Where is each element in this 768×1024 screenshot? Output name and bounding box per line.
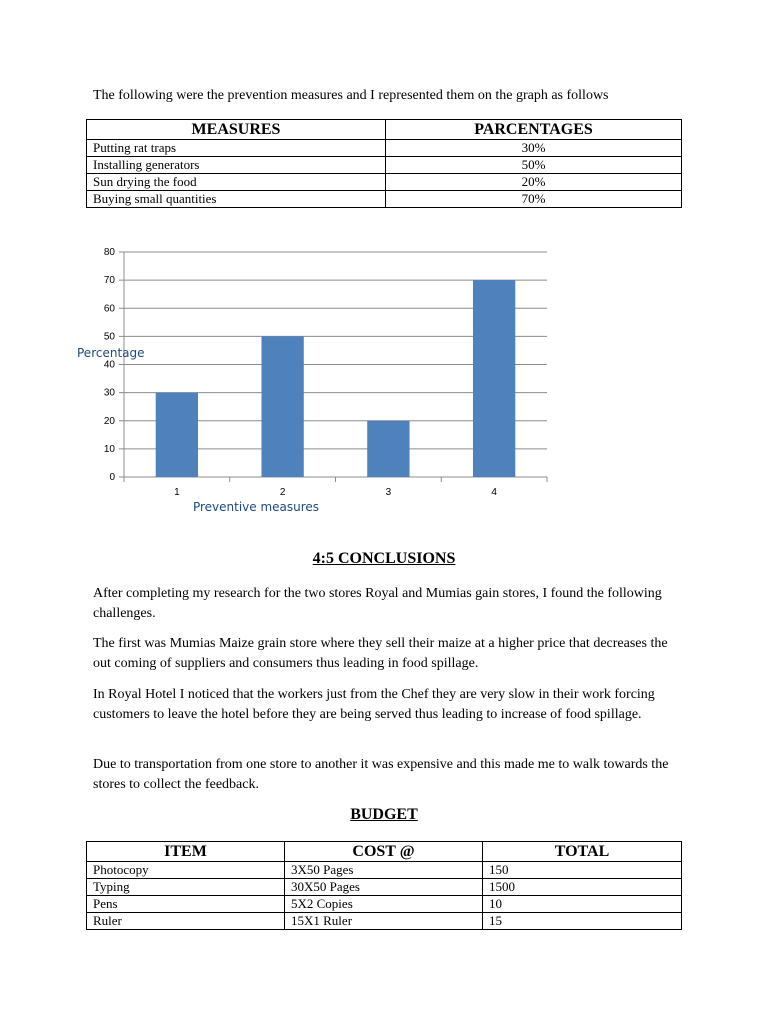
percentage-cell: 30% [386, 140, 682, 157]
measure-cell: Buying small quantities [87, 191, 386, 208]
table-row [87, 896, 682, 913]
y-tick-label: 30 [103, 387, 115, 399]
table-row [87, 174, 682, 191]
y-tick-label: 10 [103, 443, 115, 455]
bar [261, 336, 303, 477]
item-cell: Typing [87, 879, 285, 896]
y-tick-label: 20 [103, 415, 115, 427]
budget-table [86, 841, 682, 930]
item-cell: Photocopy [87, 862, 285, 879]
total-cell: 150 [483, 862, 682, 879]
item-cell: Pens [87, 896, 285, 913]
table-row [87, 862, 682, 879]
table-row [87, 913, 682, 930]
conclusion-paragraph: The first was Mumias Maize grain store where they sell their maize at a higher price that decreases the out coming of suppliers and consumers thus leading in food spillage. [93, 636, 668, 671]
intro-text: The following were the prevention measures and I represented them on the graph as follows [93, 88, 609, 103]
conclusions-heading: 4:5 CONCLUSIONS [312, 550, 456, 567]
x-tick-label: 1 [174, 487, 180, 498]
bar [156, 393, 198, 477]
y-tick-label: 80 [103, 247, 115, 258]
table-row [87, 879, 682, 896]
x-axis-label: Preventive measures [192, 500, 320, 514]
y-axis-label: Percentage [77, 346, 145, 360]
total-cell: 15 [483, 913, 682, 930]
cost-cell: 5X2 Copies [285, 896, 483, 913]
column-header: ITEM [87, 842, 285, 862]
column-header: TOTAL [483, 842, 682, 862]
measure-cell: Sun drying the food [87, 174, 386, 191]
bar [473, 280, 515, 477]
percentage-cell: 50% [386, 157, 682, 174]
measure-cell: Installing generators [87, 157, 386, 174]
cost-cell: 30X50 Pages [285, 879, 483, 896]
percentage-cell: 70% [386, 191, 682, 208]
measures-table [86, 119, 682, 208]
cost-cell: 15X1 Ruler [285, 913, 483, 930]
y-tick-label: 40 [103, 359, 115, 371]
item-cell: Ruler [87, 913, 285, 930]
table-row [87, 140, 682, 157]
total-cell: 10 [483, 896, 682, 913]
x-tick-label: 3 [385, 487, 392, 498]
table-row [87, 191, 682, 208]
conclusion-paragraph: In Royal Hotel I noticed that the workers just from the Chef they are very slow in their work forcing customers to leave the hotel before they are being served thus leading to increase of food spillage. [93, 687, 655, 722]
conclusion-paragraph: Due to transportation from one store to another it was expensive and this made me to walk towards the stores to collect the feedback. [93, 757, 669, 792]
measure-cell: Putting rat traps [87, 140, 386, 157]
total-cell: 1500 [483, 879, 682, 896]
bar [367, 421, 409, 477]
x-tick-label: 2 [279, 487, 286, 498]
column-header: PARCENTAGES [386, 120, 682, 140]
column-header: COST @ [285, 842, 483, 862]
y-tick-label: 60 [103, 303, 115, 315]
x-tick-label: 4 [491, 487, 497, 498]
y-tick-label: 70 [103, 275, 115, 287]
percentage-cell: 20% [386, 174, 682, 191]
table-header-row [87, 120, 682, 140]
column-header: MEASURES [87, 120, 386, 140]
table-header-row [87, 842, 682, 862]
table-row [87, 157, 682, 174]
y-tick-label: 50 [103, 331, 115, 343]
budget-heading: BUDGET [350, 806, 418, 823]
bar-chart [70, 240, 560, 520]
y-tick-label: 0 [109, 472, 115, 483]
cost-cell: 3X50 Pages [285, 862, 483, 879]
conclusion-paragraph: After completing my research for the two stores Royal and Mumias gain stores, I found the following challenges. [93, 586, 662, 621]
